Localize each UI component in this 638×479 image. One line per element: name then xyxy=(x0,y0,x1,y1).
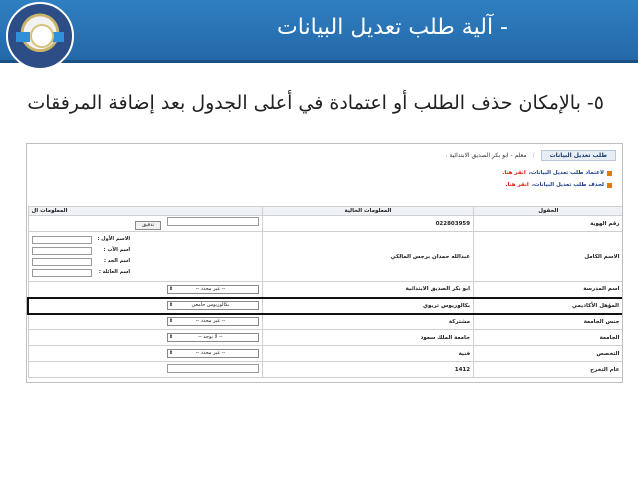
bullet-icon xyxy=(607,183,612,188)
current-value: 1412 xyxy=(262,362,473,378)
current-value: عبدالله حمدان برجس المالكي xyxy=(262,232,473,282)
breadcrumb-path: معلم - ابو بكر الصديق الابتدائية . xyxy=(445,152,527,159)
table-row-school xyxy=(28,282,623,298)
qualification-select[interactable] xyxy=(167,301,259,310)
logo-emblem xyxy=(30,24,54,48)
new-value-cell xyxy=(28,330,262,346)
new-value-cell xyxy=(28,282,262,298)
table-row-name xyxy=(28,232,623,282)
tab-edit-request[interactable]: طلب تعديل البيانات xyxy=(541,150,616,161)
first-name-label: الاسم الأول : xyxy=(97,236,131,242)
field-label: رقم الهوية xyxy=(474,216,623,232)
select-value: بكالوريوس جامعي xyxy=(191,302,230,308)
family-name-label: اسم العائلة : xyxy=(98,269,131,275)
logo-wing-left xyxy=(16,32,30,42)
delete-link[interactable]: انقر هنا. xyxy=(505,182,529,188)
field-label: عام التخرج xyxy=(474,362,623,378)
header-current-info: المعلومات الحالية xyxy=(262,207,473,216)
table-header-row xyxy=(28,207,623,216)
action-notes xyxy=(502,170,612,194)
id-input[interactable] xyxy=(167,217,259,226)
field-label: المؤهل الأكاديمي xyxy=(474,298,623,314)
chevron-down-icon: ⬍ xyxy=(168,334,174,340)
current-value: 022803959 xyxy=(262,216,473,232)
delete-note xyxy=(502,182,612,188)
current-value: مشتركة xyxy=(262,314,473,330)
data-table xyxy=(27,206,623,378)
slide-title: - آلية طلب تعديل البيانات xyxy=(277,15,508,40)
university-logo xyxy=(6,2,74,70)
approve-note xyxy=(502,170,612,176)
chevron-down-icon: ⬍ xyxy=(168,302,174,308)
instruction-text: ٥- بالإمكان حذف الطلب أو اعتمادة في أعلى الجدول بعد إضافة المرفقات xyxy=(27,92,604,114)
table-row-university xyxy=(28,330,623,346)
table-row-qualification xyxy=(28,298,623,314)
current-value: فنية xyxy=(262,346,473,362)
first-name-input[interactable] xyxy=(32,236,92,244)
new-value-cell xyxy=(28,216,262,232)
select-value: -- لا يوجد -- xyxy=(198,334,223,340)
breadcrumb-separator: / xyxy=(532,152,535,159)
university-select[interactable] xyxy=(167,333,259,342)
grandfather-name-label: اسم الجد : xyxy=(104,258,131,264)
new-value-cell xyxy=(28,232,262,282)
field-label: جنس الجامعة xyxy=(474,314,623,330)
new-value-cell xyxy=(28,314,262,330)
table-row-id xyxy=(28,216,623,232)
new-value-cell xyxy=(28,298,262,314)
specialization-select[interactable] xyxy=(167,349,259,358)
father-name-input[interactable] xyxy=(32,247,92,255)
header-new-info: المعلومات ال xyxy=(28,207,262,216)
approve-link[interactable]: انقر هنا. xyxy=(502,170,526,176)
chevron-down-icon: ⬍ xyxy=(168,318,174,325)
graduation-year-input[interactable] xyxy=(167,364,259,373)
current-value: بكالوريوس تربوي xyxy=(262,298,473,314)
field-label: التخصص xyxy=(474,346,623,362)
grandfather-name-input[interactable] xyxy=(32,258,92,266)
field-label: الاسم الكامل xyxy=(474,232,623,282)
header-fields: الحقول xyxy=(474,207,623,216)
father-name-label: اسم الأب : xyxy=(103,247,131,253)
field-label: الجامعة xyxy=(474,330,623,346)
family-name-input[interactable] xyxy=(32,269,92,277)
form-panel xyxy=(26,143,623,383)
breadcrumb xyxy=(446,150,616,161)
table-row-university-type xyxy=(28,314,623,330)
school-select[interactable] xyxy=(167,285,259,294)
field-label: اسم المدرسة xyxy=(474,282,623,298)
current-value: ابو بكر الصديق الابتدائية xyxy=(262,282,473,298)
university-type-select[interactable] xyxy=(167,317,259,326)
current-value: جامعة الملك سعود xyxy=(262,330,473,346)
select-value: -- غير محدد -- xyxy=(195,350,226,356)
verify-button[interactable]: تدقيق xyxy=(135,221,161,230)
delete-note-text: لحذف طلب تعديل البيانات، xyxy=(531,182,604,188)
bullet-icon xyxy=(607,171,612,176)
header-accent-line xyxy=(0,60,638,63)
chevron-down-icon: ⬍ xyxy=(168,350,174,356)
table-row-graduation-year xyxy=(28,362,623,378)
new-value-cell xyxy=(28,362,262,378)
select-value: -- غير محدد -- xyxy=(195,285,226,292)
new-value-cell xyxy=(28,346,262,362)
name-parts xyxy=(32,234,259,279)
table-row-specialization xyxy=(28,346,623,362)
approve-note-text: لاعتماد طلب تعديل البيانات، xyxy=(528,170,604,176)
select-value: -- غير محدد -- xyxy=(195,318,226,325)
chevron-down-icon: ⬍ xyxy=(168,285,174,292)
